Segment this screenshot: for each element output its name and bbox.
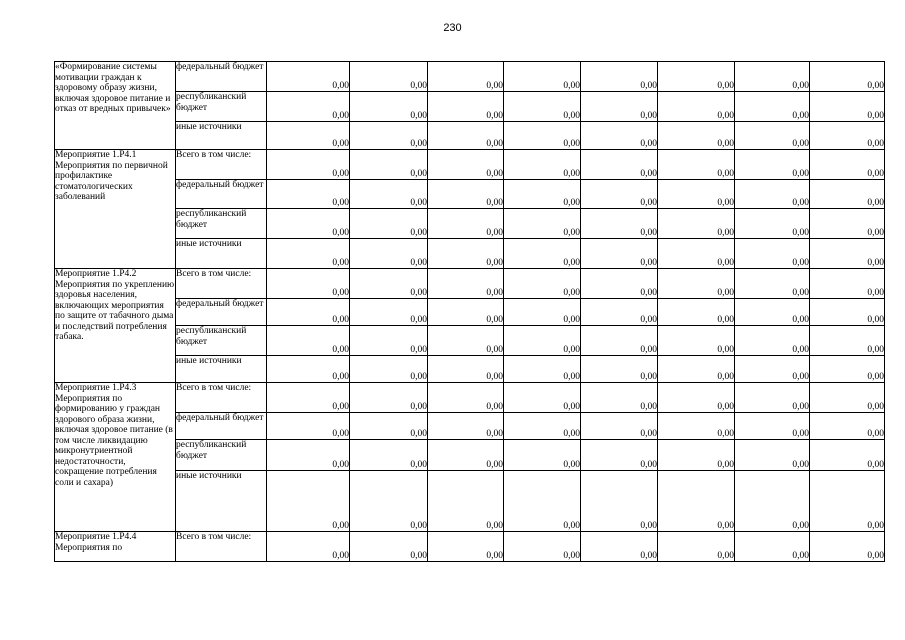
amount-cell: 0,00 [658,413,735,440]
amount-cell: 0,00 [735,180,810,209]
amount-cell: 0,00 [581,209,658,239]
amount-cell: 0,00 [504,413,581,440]
amount-cell: 0,00 [735,326,810,356]
amount-cell: 0,00 [267,532,350,562]
amount-cell: 0,00 [267,269,350,299]
amount-cell: 0,00 [267,383,350,413]
funding-source-cell: Всего в том числе: [176,383,267,413]
amount-cell: 0,00 [350,180,428,209]
amount-cell: 0,00 [504,440,581,471]
amount-cell: 0,00 [350,471,428,532]
funding-source-cell: Всего в том числе: [176,532,267,562]
table-row [55,150,885,180]
amount-cell: 0,00 [581,326,658,356]
amount-cell: 0,00 [350,209,428,239]
table-body [55,62,885,562]
amount-cell: 0,00 [735,209,810,239]
amount-cell: 0,00 [810,209,885,239]
amount-cell: 0,00 [658,440,735,471]
funding-source-cell: федеральный бюджет [176,180,267,209]
amount-cell: 0,00 [504,62,581,92]
table-row [55,440,885,471]
amount-cell: 0,00 [810,383,885,413]
amount-cell: 0,00 [267,92,350,122]
amount-cell: 0,00 [581,413,658,440]
amount-cell: 0,00 [810,440,885,471]
amount-cell: 0,00 [428,440,504,471]
funding-source-cell: федеральный бюджет [176,299,267,326]
amount-cell: 0,00 [428,532,504,562]
amount-cell: 0,00 [267,150,350,180]
amount-cell: 0,00 [504,356,581,383]
amount-cell: 0,00 [735,150,810,180]
funding-source-cell: федеральный бюджет [176,62,267,92]
amount-cell: 0,00 [267,299,350,326]
amount-cell: 0,00 [267,180,350,209]
amount-cell: 0,00 [658,239,735,269]
amount-cell: 0,00 [428,209,504,239]
amount-cell: 0,00 [658,383,735,413]
amount-cell: 0,00 [350,92,428,122]
amount-cell: 0,00 [504,209,581,239]
activity-name-cell: Мероприятие 1.Р4.2 Мероприятия по укреплению здоровья населения, включающих мероприятия по защите от табачного дыма и последствий потребления табака. [55,269,176,383]
activity-name-cell: Мероприятие 1.Р4.1 Мероприятия по первичной профилактике стоматологических заболеваний [55,150,176,269]
amount-cell: 0,00 [581,122,658,150]
amount-cell: 0,00 [658,269,735,299]
amount-cell: 0,00 [350,269,428,299]
amount-cell: 0,00 [504,122,581,150]
amount-cell: 0,00 [267,413,350,440]
amount-cell: 0,00 [581,440,658,471]
amount-cell: 0,00 [504,326,581,356]
amount-cell: 0,00 [267,471,350,532]
amount-cell: 0,00 [428,150,504,180]
table-row [55,269,885,299]
amount-cell: 0,00 [735,62,810,92]
amount-cell: 0,00 [428,383,504,413]
amount-cell: 0,00 [581,383,658,413]
amount-cell: 0,00 [735,239,810,269]
amount-cell: 0,00 [504,92,581,122]
amount-cell: 0,00 [735,299,810,326]
funding-source-cell: республиканский бюджет [176,209,267,239]
amount-cell: 0,00 [735,92,810,122]
amount-cell: 0,00 [428,92,504,122]
amount-cell: 0,00 [581,180,658,209]
amount-cell: 0,00 [350,299,428,326]
amount-cell: 0,00 [581,92,658,122]
amount-cell: 0,00 [350,440,428,471]
funding-source-cell: иные источники [176,239,267,269]
amount-cell: 0,00 [581,62,658,92]
amount-cell: 0,00 [428,471,504,532]
amount-cell: 0,00 [267,440,350,471]
funding-source-cell: республиканский бюджет [176,92,267,122]
amount-cell: 0,00 [658,122,735,150]
amount-cell: 0,00 [428,269,504,299]
table-row [55,180,885,209]
page-number: 230 [443,22,462,34]
amount-cell: 0,00 [658,532,735,562]
amount-cell: 0,00 [428,356,504,383]
amount-cell: 0,00 [810,326,885,356]
table-row [55,356,885,383]
table-row [55,122,885,150]
amount-cell: 0,00 [267,62,350,92]
table-row [55,62,885,92]
amount-cell: 0,00 [504,383,581,413]
amount-cell: 0,00 [658,92,735,122]
amount-cell: 0,00 [504,180,581,209]
amount-cell: 0,00 [581,269,658,299]
amount-cell: 0,00 [658,471,735,532]
amount-cell: 0,00 [267,209,350,239]
activity-name-cell: Мероприятие 1.Р4.3 Мероприятия по формированию у граждан здорового образа жизни, включая здоровое питание (в том числе ликвидацию микронутриентной недостаточности, сокращение потребления соли и сахара) [55,383,176,532]
funding-source-cell: Всего в том числе: [176,150,267,180]
amount-cell: 0,00 [735,122,810,150]
amount-cell: 0,00 [810,150,885,180]
amount-cell: 0,00 [658,180,735,209]
amount-cell: 0,00 [581,532,658,562]
funding-source-cell: федеральный бюджет [176,413,267,440]
amount-cell: 0,00 [658,299,735,326]
amount-cell: 0,00 [810,471,885,532]
amount-cell: 0,00 [735,471,810,532]
amount-cell: 0,00 [658,150,735,180]
amount-cell: 0,00 [810,269,885,299]
amount-cell: 0,00 [810,239,885,269]
funding-source-cell: иные источники [176,356,267,383]
amount-cell: 0,00 [428,326,504,356]
amount-cell: 0,00 [504,471,581,532]
amount-cell: 0,00 [658,62,735,92]
amount-cell: 0,00 [810,413,885,440]
amount-cell: 0,00 [581,239,658,269]
amount-cell: 0,00 [658,326,735,356]
amount-cell: 0,00 [350,356,428,383]
amount-cell: 0,00 [350,532,428,562]
amount-cell: 0,00 [810,122,885,150]
budget-table [54,61,885,562]
amount-cell: 0,00 [810,92,885,122]
amount-cell: 0,00 [658,356,735,383]
table-row [55,239,885,269]
amount-cell: 0,00 [428,180,504,209]
amount-cell: 0,00 [581,299,658,326]
table-row [55,299,885,326]
activity-name-cell: Мероприятие 1.Р4.4 Мероприятия по [55,532,176,562]
amount-cell: 0,00 [267,122,350,150]
amount-cell: 0,00 [428,239,504,269]
amount-cell: 0,00 [735,269,810,299]
amount-cell: 0,00 [350,122,428,150]
amount-cell: 0,00 [810,62,885,92]
table-row [55,326,885,356]
amount-cell: 0,00 [810,532,885,562]
amount-cell: 0,00 [735,356,810,383]
amount-cell: 0,00 [350,326,428,356]
table-row [55,532,885,562]
amount-cell: 0,00 [350,383,428,413]
amount-cell: 0,00 [428,299,504,326]
table-row [55,383,885,413]
amount-cell: 0,00 [581,471,658,532]
amount-cell: 0,00 [735,440,810,471]
amount-cell: 0,00 [504,150,581,180]
amount-cell: 0,00 [735,532,810,562]
amount-cell: 0,00 [267,239,350,269]
table-row [55,471,885,532]
funding-source-cell: республиканский бюджет [176,326,267,356]
activity-name-cell: «Формирование системы мотивации граждан к здоровому образу жизни, включая здоровое питание и отказ от вредных привычек» [55,62,176,150]
amount-cell: 0,00 [267,356,350,383]
funding-source-cell: иные источники [176,122,267,150]
amount-cell: 0,00 [428,122,504,150]
amount-cell: 0,00 [810,356,885,383]
amount-cell: 0,00 [581,150,658,180]
amount-cell: 0,00 [428,413,504,440]
amount-cell: 0,00 [350,150,428,180]
amount-cell: 0,00 [810,299,885,326]
amount-cell: 0,00 [428,62,504,92]
amount-cell: 0,00 [504,239,581,269]
amount-cell: 0,00 [267,326,350,356]
amount-cell: 0,00 [581,356,658,383]
amount-cell: 0,00 [350,239,428,269]
amount-cell: 0,00 [735,383,810,413]
amount-cell: 0,00 [504,269,581,299]
amount-cell: 0,00 [735,413,810,440]
amount-cell: 0,00 [504,299,581,326]
funding-source-cell: Всего в том числе: [176,269,267,299]
amount-cell: 0,00 [504,532,581,562]
table-row [55,209,885,239]
table-row [55,92,885,122]
amount-cell: 0,00 [350,413,428,440]
funding-source-cell: республиканский бюджет [176,440,267,471]
amount-cell: 0,00 [658,209,735,239]
table-row [55,413,885,440]
amount-cell: 0,00 [350,62,428,92]
funding-source-cell: иные источники [176,471,267,532]
amount-cell: 0,00 [810,180,885,209]
